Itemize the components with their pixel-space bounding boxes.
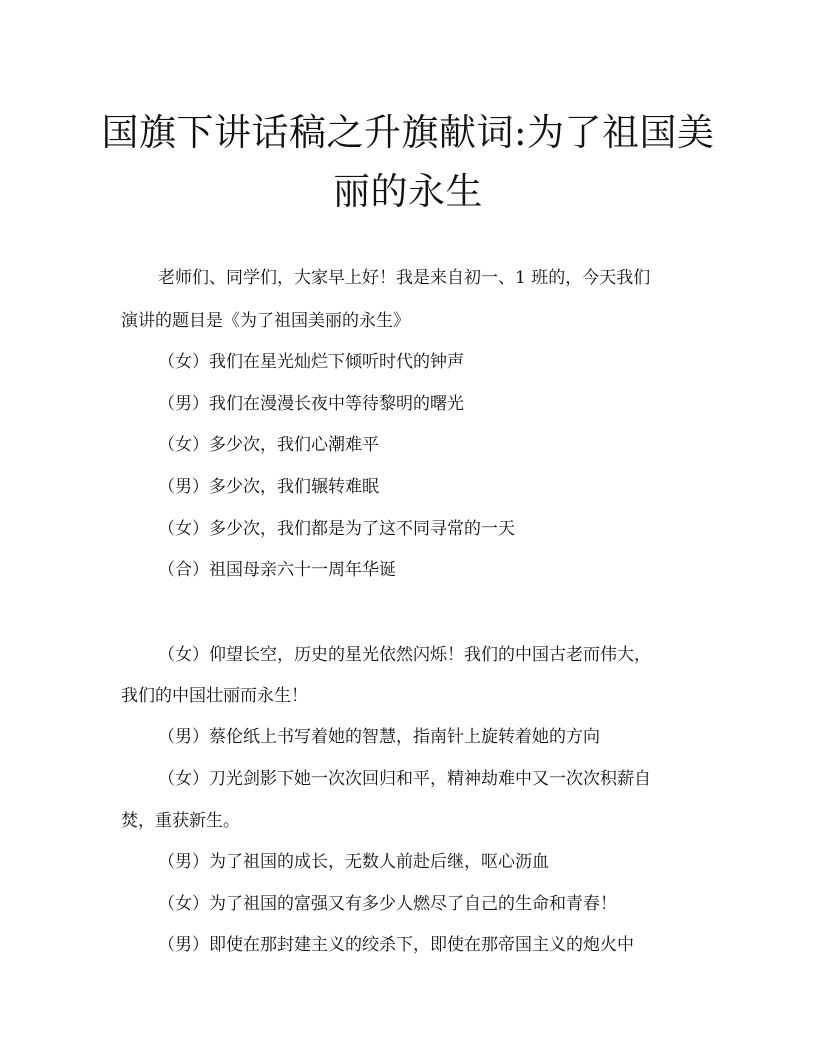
paragraph-line: （女）我们在星光灿烂下倾听时代的钟声 — [158, 352, 464, 372]
paragraph-line-cont: 我们的中国壮丽而永生！ — [121, 686, 308, 706]
paragraph-line: （女）仰望长空，历史的星光依然闪烁！我们的中国古老而伟大， — [158, 645, 651, 665]
document-title-line-1: 国旗下讲话稿之升旗献词:为了祖国美 — [101, 111, 715, 154]
paragraph-line: （男）为了祖国的成长，无数人前赴后继，呕心沥血 — [158, 852, 549, 872]
paragraph-line: （女）刀光剑影下她一次次回归和平，精神劫难中又一次次积薪自 — [158, 769, 651, 789]
paragraph-greeting-cont: 演讲的题目是《为了祖国美丽的永生》 — [121, 311, 410, 331]
paragraph-greeting: 老师们、同学们，大家早上好！我是来自初一、1 班的，今天我们 — [158, 268, 651, 288]
paragraph-line: （女）多少次，我们都是为了这不同寻常的一天 — [158, 519, 515, 539]
paragraph-line: （女）为了祖国的富强又有多少人燃尽了自己的生命和青春！ — [158, 894, 617, 914]
document-title-line-2: 丽的永生 — [333, 170, 483, 213]
paragraph-line: （男）即使在那封建主义的绞杀下，即使在那帝国主义的炮火中 — [158, 935, 634, 955]
paragraph-line: （合）祖国母亲六十一周年华诞 — [158, 560, 396, 580]
paragraph-line: （男）我们在漫漫长夜中等待黎明的曙光 — [158, 394, 464, 414]
paragraph-line: （男）蔡伦纸上书写着她的智慧，指南针上旋转着她的方向 — [158, 727, 600, 747]
paragraph-line: （女）多少次，我们心潮难平 — [158, 435, 379, 455]
paragraph-line: （男）多少次，我们辗转难眠 — [158, 477, 379, 497]
paragraph-line-cont: 焚，重获新生。 — [121, 811, 240, 831]
